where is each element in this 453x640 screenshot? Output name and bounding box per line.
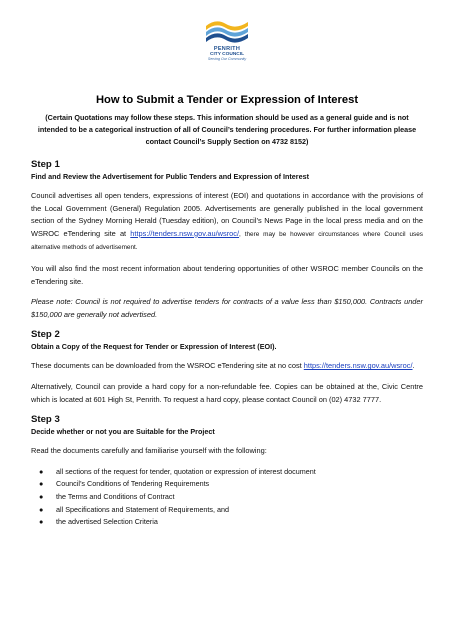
bullet-icon: ● [39,466,44,476]
step1-paragraph-text: Council advertises all open tenders, expressions of interest (EOI) and quotations in accordance with the provisions of the Local Government (General) Regulation 2005. Advertisements are generally published in the local government section of the Sydney Morning Herald (Tuesday edition), on Council’s News Page in the local press media and on the WSROC eTendering site at [31,191,423,238]
page-title: How to Submit a Tender or Expression of Interest [95,94,359,106]
wsroc-tenders-link[interactable]: https://tenders.nsw.gov.au/wsroc/ [130,228,240,238]
step2-paragraph [31,360,423,373]
document-body [31,94,423,529]
step1-paragraph-2: You will also find the most recent information about tendering opportunities of other WSROC member Councils on the eTendering site. [31,263,423,286]
logo-tagline: Serving Our Community [207,57,247,61]
step1-heading: Step 1 [31,159,60,170]
intro-note: (Certain Quotations may follow these steps. This information should be used as a general guide and is not intended to be a categorical instruction of all of Council’s tendering procedures. For further information please contact Council’s Supply Section on 4732 8152) [37,113,417,146]
step2-paragraph-2: Alternatively, Council can provide a hard copy for a non-refundable fee. Copies can be obtained at the, Civic Centre which is located at 601 High St, Penrith. To request a hard copy, please contact Council on (02) 4732 7777. [31,381,423,404]
step3-paragraph: Read the documents carefully and familiarise yourself with the following: [31,446,267,456]
step1-paragraph-tail: , there may be however circumstances where Council uses alternative methods of advertisement. [31,230,423,252]
bullet-icon: ● [39,504,44,514]
logo-mark-icon [202,14,252,46]
bullet-icon: ● [39,517,44,527]
list-item: ● Council’s Conditions of Tendering Requirements [31,478,423,491]
list-item: ● the Terms and Conditions of Contract [31,491,423,504]
step3-heading: Step 3 [31,414,60,426]
step2-paragraph-tail: . [412,361,415,371]
wsroc-tenders-link-2[interactable]: https://tenders.nsw.gov.au/wsroc/ [303,361,413,371]
step1-subheading: Find and Review the Advertisement for Public Tenders and Expression of Interest [31,172,309,181]
list-item: ● the advertised Selection Criteria [31,516,423,529]
penrith-council-logo [196,14,258,74]
step1-paragraph [31,190,423,255]
logo-subname: CITY COUNCIL [209,52,245,57]
step3-subheading: Decide whether or not you are Suitable for the Project [31,427,215,437]
step2-subheading: Obtain a Copy of the Request for Tender or Expression of Interest (EOI). [31,342,277,352]
list-item: ● all sections of the request for tender, quotation or expression of interest document [31,466,423,479]
step1-note: Please note: Council is not required to advertise tenders for contracts of a value less than $150,000. Contracts under $150,000 are generally not advertised. [31,297,423,319]
bullet-icon: ● [39,491,44,501]
bullet-icon: ● [39,479,44,489]
logo-name: PENRITH [213,46,241,52]
list-item: ● all Specifications and Statement of Requirements, and [31,504,423,517]
requirements-list [31,466,423,529]
step2-paragraph-text: These documents can be downloaded from the WSROC eTendering site at no cost [31,361,304,371]
step2-heading: Step 2 [31,329,60,341]
